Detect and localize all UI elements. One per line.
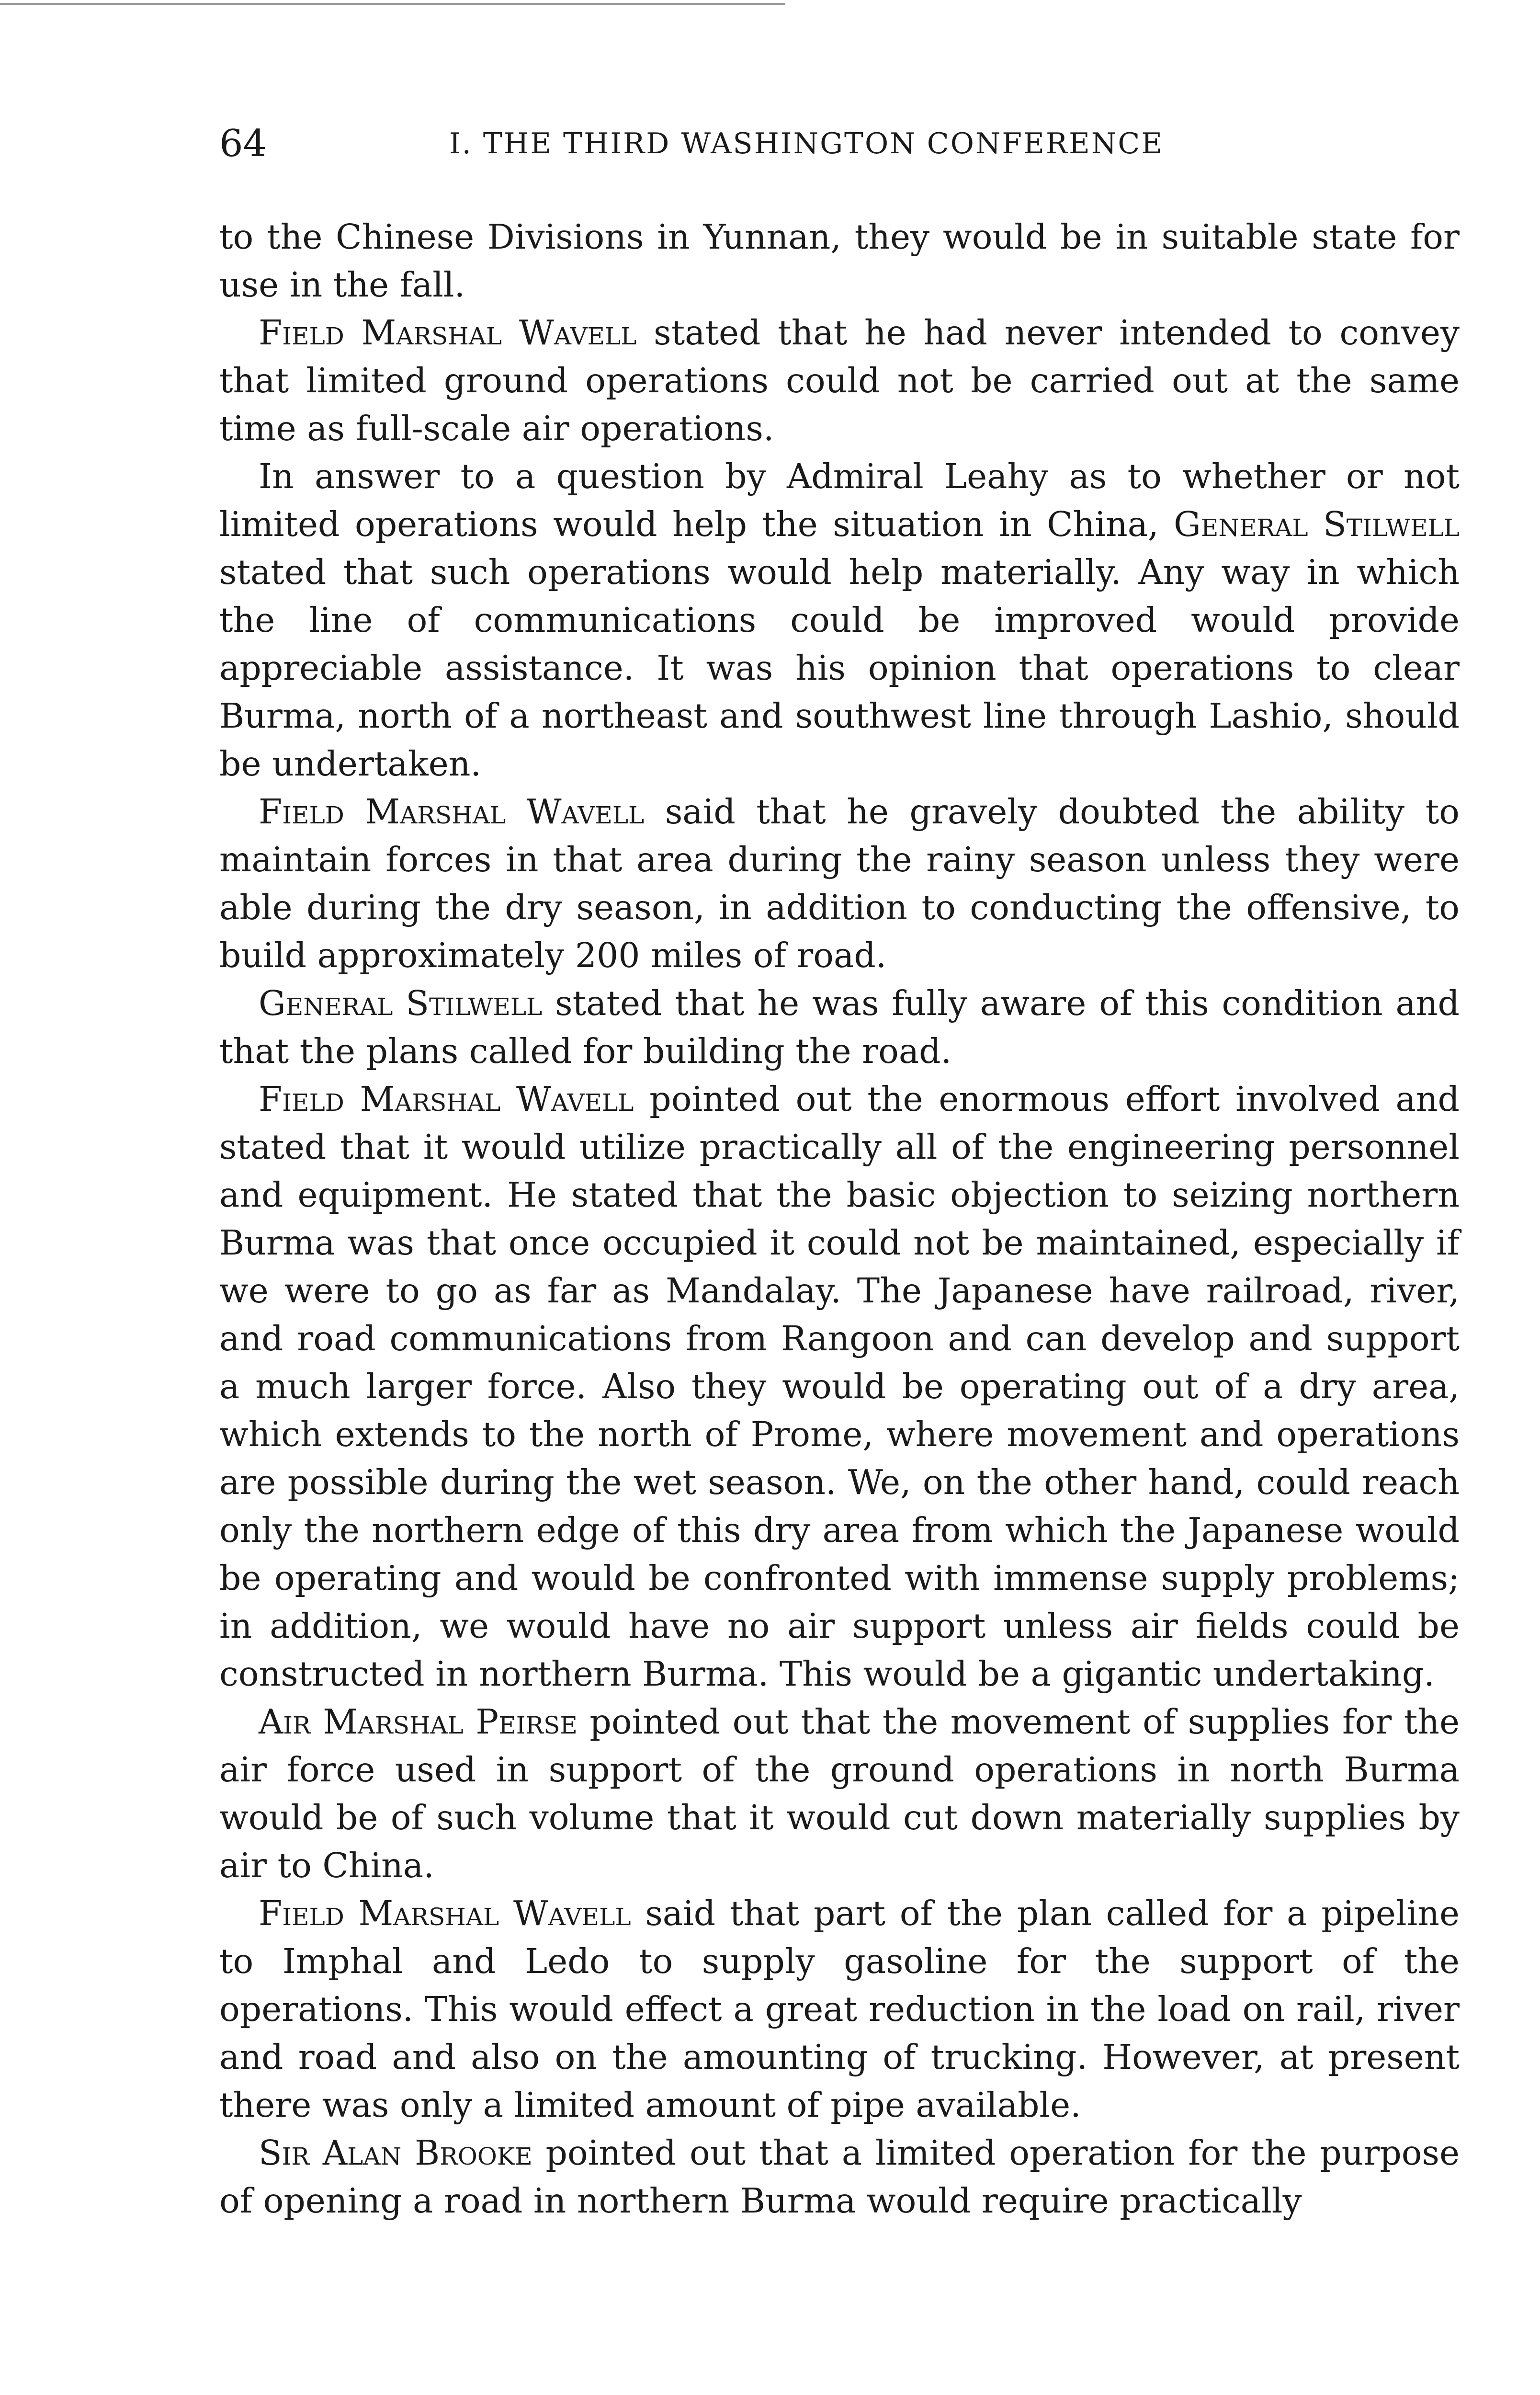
running-title: I. THE THIRD WASHINGTON CONFERENCE: [449, 127, 1164, 160]
paragraph-text: stated that such operations would help materially. Any way in which the line of communications could be improved would provide appreciable assistance. It was his opinion that operations to clear Burma, north of a northeast and southwest line through Lashio, should be undertaken.: [219, 552, 1460, 784]
paragraph-text: stated that he had never intended to convey that limited ground operations could not be carried out at the same time as full-scale air operations.: [219, 313, 1460, 448]
paragraph-text: stated that he was fully aware of this condition and that the plans called for building the road.: [219, 983, 1460, 1071]
paragraph-text: said that part of the plan called for a pipeline to Imphal and Ledo to supply gasoline for the support of the operations. This would effect a great reduction in the load on rail, river and road and also on the amounting of trucking. However, at present there was only a limited amount of pipe available.: [219, 1893, 1460, 2125]
speaker-name: General Stilwell: [259, 983, 543, 1023]
paragraph-text-lead: In answer to a question by Admiral Leahy as to whether or not limited operations would help the situation in China,: [219, 456, 1460, 544]
paragraph-text: said that he gravely doubted the ability to maintain forces in that area during the rainy season unless they were able during the dry season, in addition to conducting the offensive, to build approximately 200 miles of road.: [219, 792, 1460, 975]
speaker-name: General Stilwell: [1174, 504, 1460, 544]
paragraph-5: [219, 980, 1460, 1075]
page-header: [219, 120, 1464, 163]
paragraph-text: pointed out the enormous effort involved and stated that it would utilize practically all of the engineering personnel and equipment. He stated that the basic objection to seizing northern Burma was that once occupied it could not be maintained, especially if we were to go as far as Mandalay. The Japanese have railroad, river, and road communications from Rangoon and can develop and support a much larger force. Also they would be operating out of a dry area, which extends to the north of Prome, where movement and operations are possible during the wet season. We, on the other hand, could reach only the northern edge of this dry area from which the Japanese would be operating and would be confronted with immense supply problems; in addition, we would have no air support unless air fields could be constructed in northern Burma. This would be a gigantic undertaking.: [219, 1079, 1460, 1694]
paragraph-6: [219, 1075, 1460, 1698]
speaker-name: Field Marshal Wavell: [259, 1079, 634, 1119]
paragraph-1: [219, 213, 1460, 309]
speaker-name: Field Marshal Wavell: [259, 1893, 631, 1933]
paragraph-8: [219, 1890, 1460, 2129]
page-number: 64: [219, 122, 267, 165]
paragraph-7: [219, 1698, 1460, 1890]
speaker-name: Air Marshal Peirse: [259, 1702, 578, 1742]
speaker-name: Field Marshal Wavell: [259, 313, 637, 353]
paragraph-text: pointed out that the movement of supplies for the air force used in support of the ground operations in north Burma would be of such volume that it would cut down materially supplies by air to China.: [219, 1702, 1460, 1885]
paragraph-4: [219, 788, 1460, 980]
paragraph-9: [219, 2129, 1460, 2225]
speaker-name: Field Marshal Wavell: [259, 792, 645, 832]
paragraph-text: pointed out that a limited operation for the purpose of opening a road in northern Burma would require practically: [219, 2133, 1460, 2221]
text-body: [219, 213, 1460, 2225]
speaker-name: Sir Alan Brooke: [259, 2133, 532, 2173]
top-rule: [0, 3, 785, 5]
paragraph-2: [219, 309, 1460, 453]
paragraph-text: to the Chinese Divisions in Yunnan, they would be in suitable state for use in the fall.: [219, 217, 1460, 305]
paragraph-3: [219, 453, 1460, 788]
